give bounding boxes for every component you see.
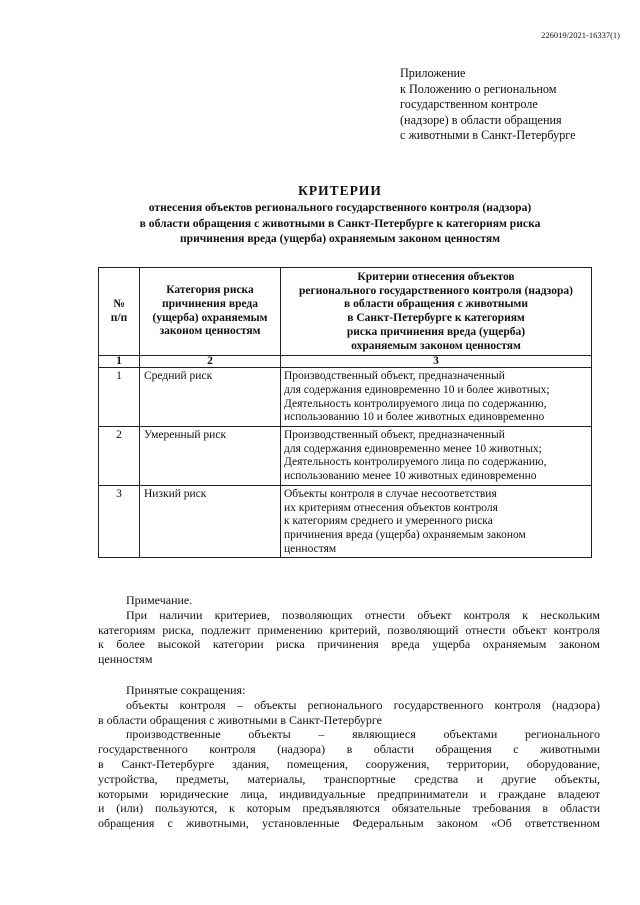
table-row: [99, 368, 592, 427]
header-line: п/п: [110, 311, 128, 324]
criteria-line: использованию 10 и более животных единовременно: [284, 411, 545, 424]
criteria-line: Деятельность контролируемого лица по содержанию,: [284, 397, 547, 410]
appendix-reference: [400, 66, 576, 144]
note-heading: Примечание.: [126, 593, 193, 607]
note-line: При наличии критериев, позволяющих отнести объект контроля к нескольким: [126, 607, 600, 622]
header-line: Категория риска: [166, 284, 254, 297]
abbreviation-line: устройства, предметы, материалы, транспортные средства и другие объекты,: [98, 771, 600, 786]
appendix-line: (надзоре) в области обращения: [400, 112, 562, 127]
header-category: [140, 268, 281, 356]
criteria-line: их критериям отнесения объектов контроля: [284, 501, 498, 514]
column-index-row: [99, 356, 592, 368]
abbreviation-line: которыми юридические лица, индивидуальные предприниматели и граждане владеют: [98, 786, 600, 801]
note-line: категориям риска, подлежит применению критерий, позволяющий отнести объект контроля: [98, 622, 600, 637]
column-index: 2: [140, 356, 281, 368]
title-line: в области обращения с животными в Санкт-Петербурге к категориям риска: [139, 216, 541, 230]
appendix-line: Приложение: [400, 66, 466, 80]
title-line: отнесения объектов регионального государственного контроля (надзора): [148, 201, 532, 214]
abbreviation-line: обращения с животными, установленные Федеральным законом «Об ответственном: [98, 816, 600, 831]
row-category: Умеренный риск: [140, 427, 281, 486]
header-line: в области обращения с животными: [344, 298, 528, 311]
criteria-line: к категориям среднего и умеренного риска: [284, 515, 493, 528]
abbreviation-line: в Санкт-Петербурге здания, помещения, сооружения, территории, оборудование,: [98, 756, 600, 771]
header-criteria: [281, 268, 592, 356]
criteria-line: для содержания единовременно менее 10 животных;: [284, 442, 542, 455]
criteria-line: Объекты контроля в случае несоответствия: [284, 487, 497, 500]
spacer: [98, 667, 600, 683]
document-number: 226019/2021-16337(1): [541, 30, 620, 40]
header-line: регионального государственного контроля (надзора): [299, 284, 573, 297]
header-line: охраняемым законом ценностям: [351, 339, 521, 352]
header-line: (ущерба) охраняемым: [152, 311, 268, 324]
header-line: в Санкт-Петербурге к категориям: [347, 312, 525, 325]
abbreviations-heading: Принятые сокращения:: [126, 682, 246, 697]
row-criteria: [281, 368, 592, 427]
criteria-line: Деятельность контролируемого лица по содержанию,: [284, 456, 547, 469]
abbreviation-line: в области обращения с животными в Санкт-Петербурге: [98, 712, 382, 727]
criteria-line: причинения вреда (ущерба) охраняемым законом: [284, 528, 526, 541]
document-title: [60, 183, 620, 247]
row-criteria: [281, 427, 592, 486]
criteria-line: использованию менее 10 животных единовременно: [284, 470, 537, 483]
row-category: Средний риск: [140, 368, 281, 427]
header-line: №: [113, 297, 125, 310]
abbreviation-line: и (или) пользуются, к которым предъявляются обязательные требования в области: [98, 801, 600, 816]
appendix-line: к Положению о региональном: [400, 81, 557, 96]
table-header-row: [99, 268, 592, 356]
appendix-line: с животными в Санкт-Петербурге: [400, 128, 576, 142]
header-line: риска причинения вреда (ущерба): [346, 325, 526, 338]
note-line: ценностям: [98, 652, 153, 667]
row-criteria: [281, 485, 592, 558]
title-line: причинения вреда (ущерба) охраняемым законом ценностям: [179, 232, 501, 245]
header-line: причинения вреда: [162, 297, 258, 310]
criteria-line: Производственный объект, предназначенный: [284, 370, 505, 383]
criteria-table: [98, 267, 592, 558]
header-number: [99, 268, 140, 356]
table-row: [99, 485, 592, 558]
row-number: 1: [99, 368, 140, 427]
criteria-line: ценностям: [284, 542, 337, 555]
abbreviation-line: объекты контроля – объекты регионального государственного контроля (надзора): [126, 697, 600, 712]
appendix-line: государственном контроле: [400, 97, 538, 111]
title-main: КРИТЕРИИ: [298, 183, 382, 198]
column-index: 3: [281, 356, 592, 368]
row-number: 2: [99, 427, 140, 486]
abbreviation-line: государственного контроля (надзора) в области обращения с животными: [98, 742, 600, 757]
row-category: Низкий риск: [140, 485, 281, 558]
row-number: 3: [99, 485, 140, 558]
criteria-line: Производственный объект, предназначенный: [284, 429, 505, 442]
header-line: Критерии отнесения объектов: [357, 271, 515, 283]
column-index: 1: [99, 356, 140, 368]
notes-section: [98, 593, 600, 831]
criteria-line: для содержания единовременно 10 и более животных;: [284, 383, 550, 396]
note-line: к более высокой категории риска причинения вреда ущерба охраняемым законом: [98, 637, 600, 652]
abbreviation-line: производственные объекты – являющиеся объектами регионального: [126, 727, 600, 742]
table-row: [99, 427, 592, 486]
header-line: законом ценностям: [159, 325, 261, 338]
